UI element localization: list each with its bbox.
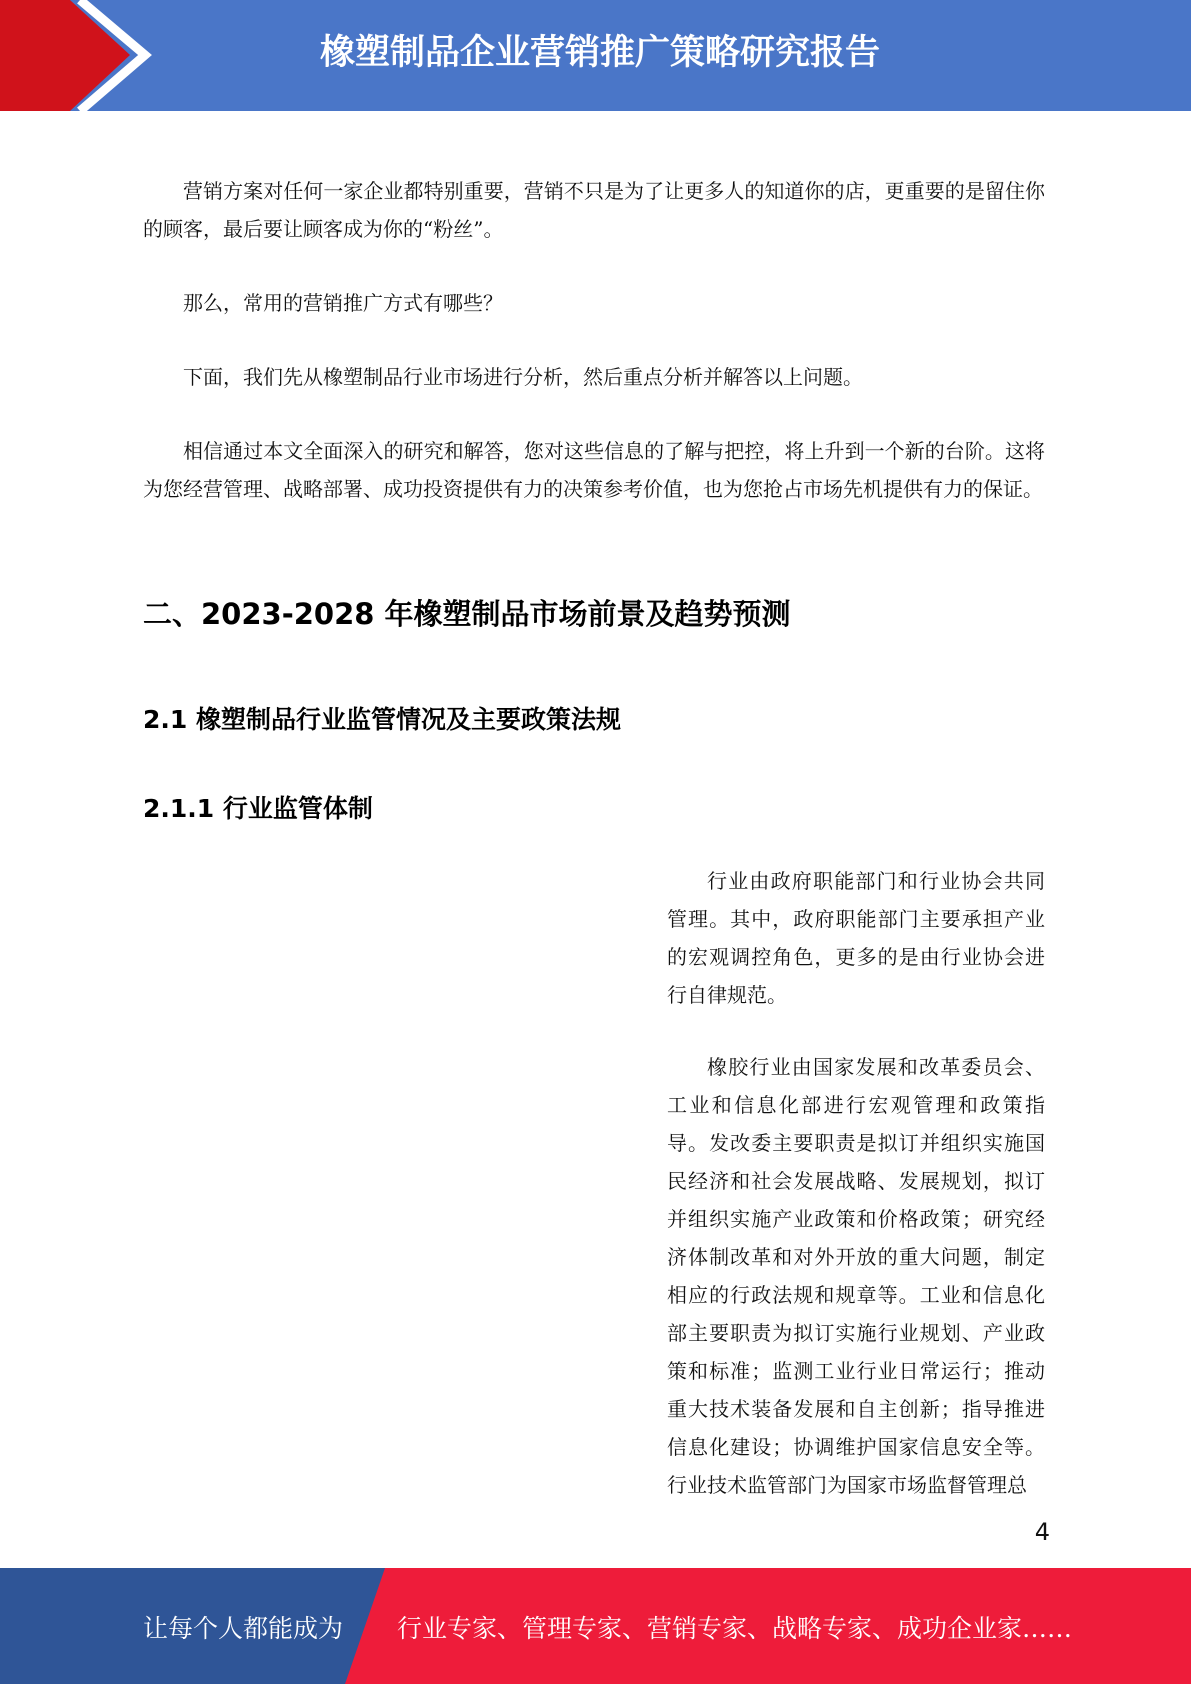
- page-footer: [0, 1568, 1191, 1684]
- intro-paragraph-4: 相信通过本文全面深入的研究和解答，您对这些信息的了解与把控，将上升到一个新的台阶。这将为您经营管理、战略部署、成功投资提供有力的决策参考价值，也为您抢占市场先机提供有力的保证。: [143, 439, 1045, 501]
- intro-paragraph-3: 下面，我们先从橡塑制品行业市场进行分析，然后重点分析并解答以上问题。: [183, 365, 863, 389]
- footer-slogan-right: 行业专家、管理专家、营销专家、战略专家、成功企业家……: [397, 1614, 1073, 1643]
- section-heading: 二、2023-2028 年橡塑制品市场前景及趋势预测: [143, 597, 791, 631]
- right-column-text: [667, 862, 1045, 1538]
- page-number: 4: [1034, 1518, 1050, 1546]
- subsection-heading: 2.1 橡塑制品行业监管情况及主要政策法规: [143, 705, 621, 734]
- report-title: 橡塑制品企业营销推广策略研究报告: [319, 33, 880, 73]
- regulation-paragraph-2: 橡胶行业由国家发展和改革委员会、工业和信息化部进行宏观管理和政策指导。发改委主要职责是拟订并组织实施国民经济和社会发展战略、发展规划，拟订并组织实施产业政策和价格政策；研究经济体制改革和对外开放的重大问题，制定相应的行政法规和规章等。工业和信息化部主要职责为拟订实施行业规划、产业政策和标准；监测工业行业日常运行；推动重大技术装备发展和自主创新；指导推进信息化建设；协调维护国家信息安全等。行业技术监管部门为国家市场监督管理总: [667, 1055, 1045, 1497]
- intro-section: [143, 172, 1045, 544]
- intro-paragraph-1: 营销方案对任何一家企业都特别重要，营销不只是为了让更多人的知道你的店，更重要的是留住你的顾客，最后要让顾客成为你的“粉丝”。: [143, 179, 1045, 241]
- footer-slogan-left: 让每个人都能成为: [143, 1614, 344, 1643]
- sub-subsection-heading: 2.1.1 行业监管体制: [143, 794, 373, 823]
- header-red-chevron: [0, 0, 130, 111]
- intro-paragraph-2: 那么，常用的营销推广方式有哪些？: [183, 291, 503, 315]
- regulation-paragraph-1: 行业由政府职能部门和行业协会共同管理。其中，政府职能部门主要承担产业的宏观调控角色，更多的是由行业协会进行自律规范。: [667, 869, 1045, 1007]
- page-header: [0, 0, 1191, 111]
